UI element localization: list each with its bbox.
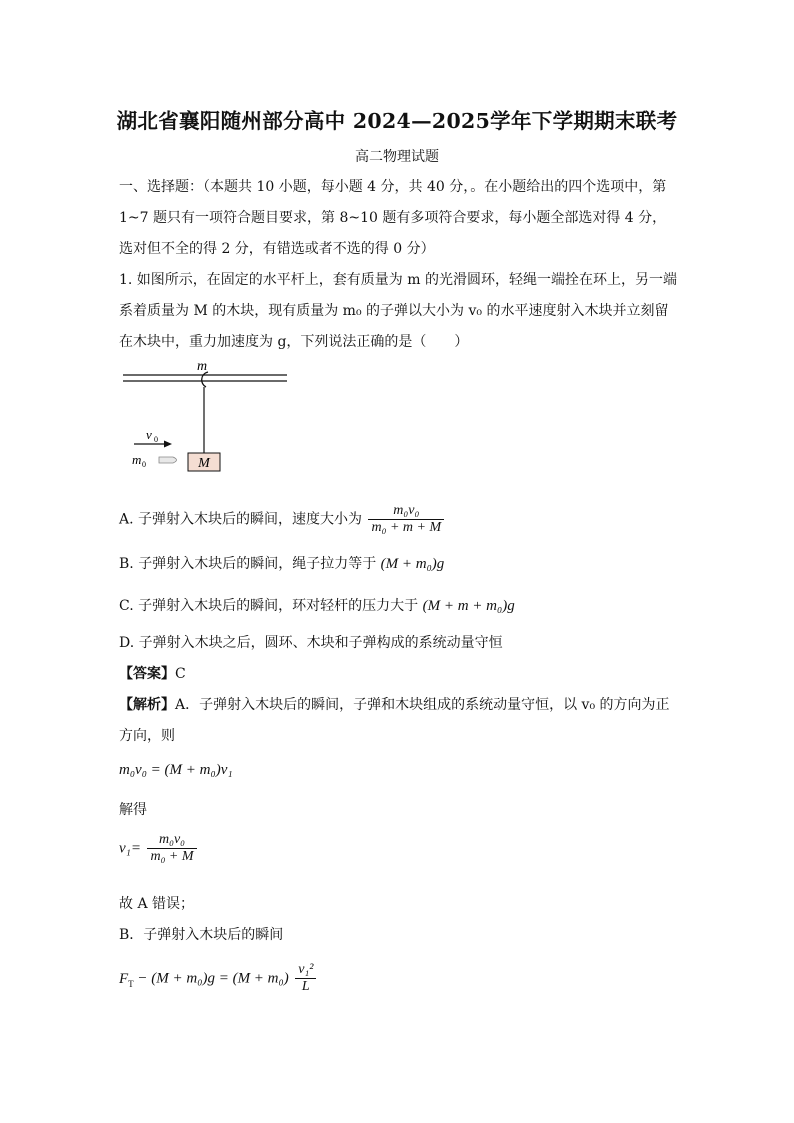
arrow-head-icon: [164, 441, 172, 448]
question-1-figure: [120, 360, 300, 480]
velocity-label: v: [146, 427, 152, 442]
answer-value: C: [175, 666, 186, 682]
option-a-fraction: [368, 503, 444, 536]
analysis-paragraph: [119, 690, 679, 752]
answer-label: 【答案】: [119, 666, 175, 682]
equation-3-denominator: L: [295, 978, 316, 995]
equation-3-left: [119, 971, 134, 987]
option-b-text: B. 子弹射入木块后的瞬间，绳子拉力等于: [119, 556, 377, 572]
exam-subtitle: 高二物理试题: [355, 149, 439, 165]
analysis-text: A．子弹射入木块后的瞬间，子弹和木块组成的系统动量守恒，以 v₀ 的方向为正方向，则: [119, 697, 670, 744]
block-label: M: [198, 456, 210, 471]
equation-2-denominator: m₀ + M: [147, 848, 196, 865]
b-analysis: B．子弹射入木块后的瞬间: [119, 927, 284, 943]
option-a-text: A. 子弹射入木块后的瞬间，速度大小为: [119, 511, 363, 528]
ring-icon: [202, 372, 208, 387]
equation-3-fraction: [295, 962, 316, 995]
option-c-text: C. 子弹射入木块后的瞬间，环对轻杆的压力大于: [119, 598, 419, 614]
bullet-icon: [159, 457, 177, 463]
answer-row: [119, 663, 186, 683]
bullet-label: m: [132, 452, 142, 467]
option-c-math: (M + m + m₀)g: [422, 598, 515, 614]
equation-3: [119, 962, 318, 995]
velocity-subscript: 0: [154, 435, 158, 444]
option-a: [119, 503, 446, 536]
equation-2: [119, 832, 199, 865]
equation-3-F: F: [119, 970, 129, 987]
exam-title: 湖北省襄阳随州部分高中 2024—2025学年下学期期末联考: [116, 109, 678, 133]
question-1-stem: 1. 如图所示，在固定的水平杆上，套有质量为 m 的光滑圆环，轻绳一端拴在环上，另一端系着质量为 M 的木块，现有质量为 m₀ 的子弹以大小为 v₀ 的水平速度射入木块并立刻留在木块中，重力加速度为 g，下列说法正确的是（ ）: [119, 272, 677, 350]
bullet-subscript: 0: [142, 460, 146, 469]
equation-2-fraction: [147, 832, 196, 865]
equation-3-numerator: v₁²: [298, 962, 314, 977]
option-d: D. 子弹射入木块之后，圆环、木块和子弹构成的系统动量守恒: [119, 635, 503, 651]
option-b: [119, 553, 444, 573]
equation-3-sub: T: [128, 978, 134, 989]
equation-1: m₀v₀ = (M + m₀)v₁: [119, 762, 233, 778]
ring-label: m: [196, 360, 208, 374]
equation-3-mid: − (M + m₀)g = (M + m₀): [133, 970, 289, 987]
equation-2-left: v₁=: [119, 840, 141, 857]
equation-2-numerator: m₀v₀: [158, 832, 186, 847]
conclusion-a: 故 A 错误；: [119, 896, 195, 912]
solve-label: 解得: [119, 802, 147, 818]
section-instructions: 一、选择题：（本题共 10 小题，每小题 4 分，共 40 分，。在小题给出的四个选项中，第 1~7 题只有一项符合题目要求，第 8~10 题有多项符合要求，每小题全部选对得 4 分，选对但不全的得 2 分，有错选或者不选的得 0 分）: [119, 179, 667, 257]
option-b-math: (M + m₀)g: [380, 556, 445, 572]
analysis-label: 【解析】: [119, 697, 175, 713]
option-a-denominator: m₀ + m + M: [368, 519, 444, 536]
option-a-numerator: m₀v₀: [393, 503, 420, 518]
option-c: [119, 595, 515, 615]
